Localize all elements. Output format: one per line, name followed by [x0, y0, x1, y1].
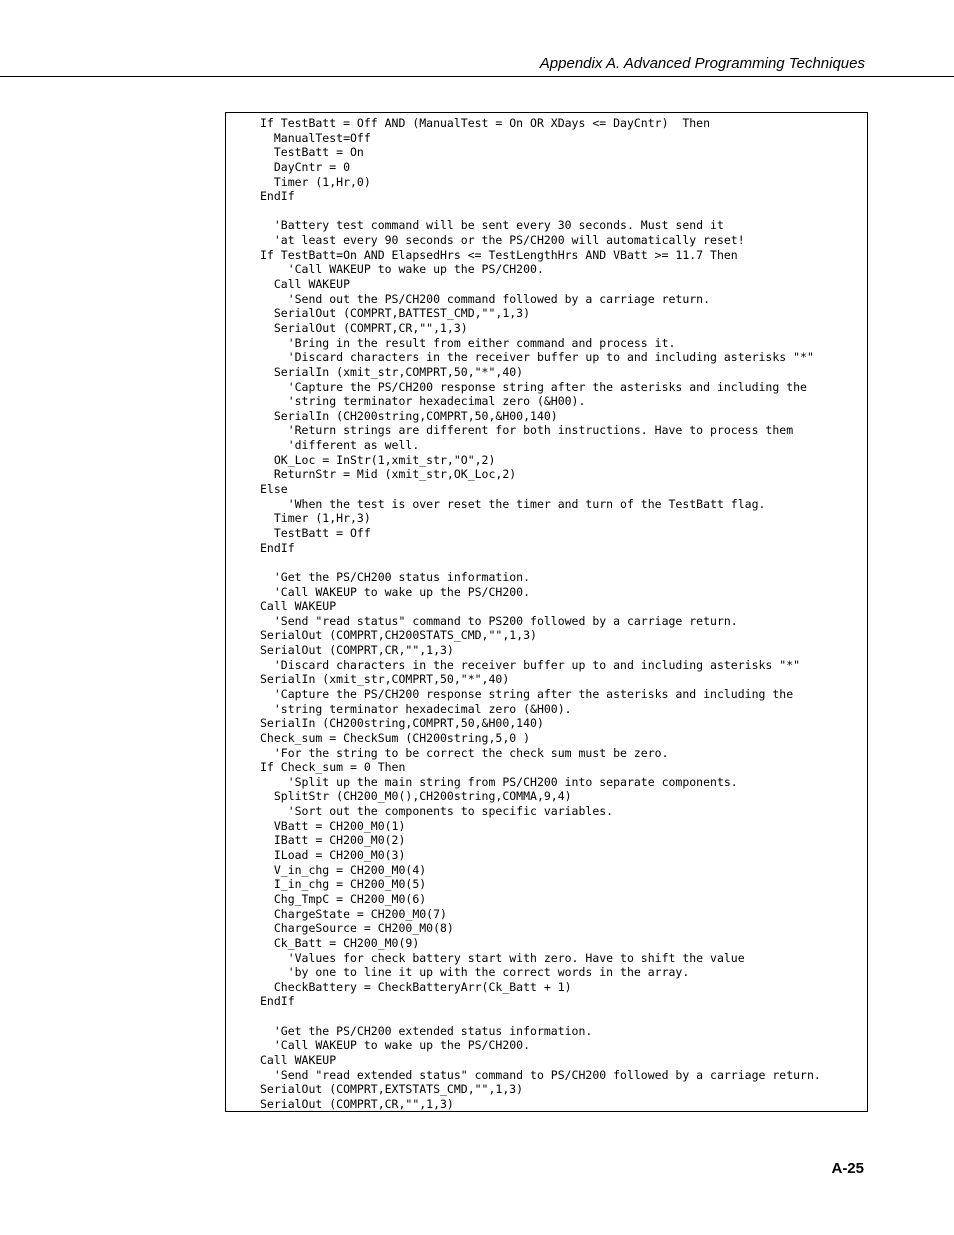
header-rule — [0, 76, 954, 77]
code-line: Timer (1,Hr,3) — [260, 511, 371, 526]
code-line: 'When the test is over reset the timer and turn of the TestBatt flag. — [260, 496, 766, 511]
code-line: 'Battery test command will be sent every 30 seconds. Must send it — [260, 218, 724, 233]
code-line: TestBatt = On — [260, 145, 364, 160]
code-line: Ck_Batt = CH200_M0(9) — [260, 935, 420, 950]
code-line: Chg_TmpC = CH200_M0(6) — [260, 891, 427, 906]
code-line: If TestBatt = Off AND (ManualTest = On OR XDays <= DayCntr) Then — [260, 116, 711, 130]
code-line: ManualTest=Off — [260, 130, 371, 145]
code-line: 'Call WAKEUP to wake up the PS/CH200. — [260, 262, 544, 277]
code-line: 'Capture the PS/CH200 response string after the asterisks and including the — [260, 379, 807, 394]
code-line: 'Send "read status" command to PS200 followed by a carriage return. — [260, 613, 738, 628]
code-line: Call WAKEUP — [260, 599, 337, 614]
code-line: 'Bring in the result from either command and process it. — [260, 335, 676, 350]
code-line: If Check_sum = 0 Then — [260, 760, 406, 775]
code-line: ChargeSource = CH200_M0(8) — [260, 921, 454, 936]
code-line: 'For the string to be correct the check sum must be zero. — [260, 745, 669, 760]
code-line: SerialOut (COMPRT,EXTSTATS_CMD,"",1,3) — [260, 1082, 524, 1097]
code-line — [260, 555, 821, 570]
code-line: I_in_chg = CH200_M0(5) — [260, 877, 427, 892]
code-line: SerialIn (CH200string,COMPRT,50,&H00,140) — [260, 716, 544, 731]
code-line: 'Capture the PS/CH200 response string after the asterisks and including the — [260, 686, 794, 701]
code-line: SerialOut (COMPRT,BATTEST_CMD,"",1,3) — [260, 306, 531, 321]
code-line: 'Get the PS/CH200 extended status information. — [260, 1023, 593, 1038]
code-line: Timer (1,Hr,0) — [260, 174, 371, 189]
code-line: EndIf — [260, 189, 295, 204]
code-line: If TestBatt=On AND ElapsedHrs <= TestLengthHrs AND VBatt >= 11.7 Then — [260, 247, 738, 262]
code-line: TestBatt = Off — [260, 525, 371, 540]
code-line: EndIf — [260, 540, 295, 555]
code-line: 'by one to line it up with the correct words in the array. — [260, 965, 690, 980]
code-line: SerialOut (COMPRT,CH200STATS_CMD,"",1,3) — [260, 628, 537, 643]
code-line: VBatt = CH200_M0(1) — [260, 818, 406, 833]
code-line: ILoad = CH200_M0(3) — [260, 848, 406, 863]
code-line: SerialIn (xmit_str,COMPRT,50,"*",40) — [260, 364, 524, 379]
code-line: Call WAKEUP — [260, 1053, 337, 1067]
code-line: 'Values for check battery start with zero. Have to shift the value — [260, 950, 745, 965]
code-line: DayCntr = 0 — [260, 159, 351, 174]
code-line: OK_Loc = InStr(1,xmit_str,"O",2) — [260, 452, 496, 467]
code-line: Call WAKEUP — [260, 277, 351, 292]
page-number: A-25 — [831, 1160, 864, 1177]
code-line: CheckBattery = CheckBatteryArr(Ck_Batt + 1) — [260, 979, 572, 994]
code-line: SplitStr (CH200_M0(),CH200string,COMMA,9,4) — [260, 789, 572, 804]
code-line: SerialIn (CH200string,COMPRT,50,&H00,140) — [260, 408, 558, 423]
code-line: 'Discard characters in the receiver buffer up to and including asterisks "*" — [260, 657, 801, 672]
code-line: 'Split up the main string from PS/CH200 into separate components. — [260, 774, 738, 789]
code-line: 'at least every 90 seconds or the PS/CH200 will automatically reset! — [260, 233, 745, 248]
code-listing — [260, 116, 821, 1112]
code-line: 'Get the PS/CH200 status information. — [260, 569, 531, 584]
code-line: SerialOut (COMPRT,CR,"",1,3) — [260, 643, 454, 658]
code-line: SerialOut (COMPRT,CR,"",1,3) — [260, 320, 468, 335]
code-line: SerialIn (xmit_str,COMPRT,50,"*",40) — [260, 672, 510, 687]
running-header: Appendix A. Advanced Programming Techniques — [539, 55, 865, 72]
code-line: V_in_chg = CH200_M0(4) — [260, 862, 427, 877]
code-line: 'Send "read extended status" command to PS/CH200 followed by a carriage return. — [260, 1067, 821, 1082]
code-line: EndIf — [260, 994, 295, 1009]
code-line: 'string terminator hexadecimal zero (&H00). — [260, 394, 586, 409]
code-line: 'different as well. — [260, 438, 420, 453]
code-line: ReturnStr = Mid (xmit_str,OK_Loc,2) — [260, 467, 517, 482]
code-line: 'Call WAKEUP to wake up the PS/CH200. — [260, 1038, 531, 1053]
code-line: 'Discard characters in the receiver buffer up to and including asterisks "*" — [260, 350, 814, 365]
code-line: 'Call WAKEUP to wake up the PS/CH200. — [260, 584, 531, 599]
code-line — [260, 204, 821, 219]
code-line: Check_sum = CheckSum (CH200string,5,0 ) — [260, 730, 531, 745]
code-line: IBatt = CH200_M0(2) — [260, 833, 406, 848]
code-line — [260, 1009, 821, 1024]
code-listing-box — [225, 112, 868, 1112]
code-line: 'Send out the PS/CH200 command followed by a carriage return. — [260, 291, 711, 306]
code-line: 'string terminator hexadecimal zero (&H00). — [260, 701, 572, 716]
code-line: ChargeState = CH200_M0(7) — [260, 906, 447, 921]
code-line: Else — [260, 482, 288, 497]
code-line: 'Sort out the components to specific variables. — [260, 804, 614, 819]
code-line: SerialOut (COMPRT,CR,"",1,3) — [260, 1096, 454, 1111]
code-line: 'Return strings are different for both instructions. Have to process them — [260, 423, 794, 438]
